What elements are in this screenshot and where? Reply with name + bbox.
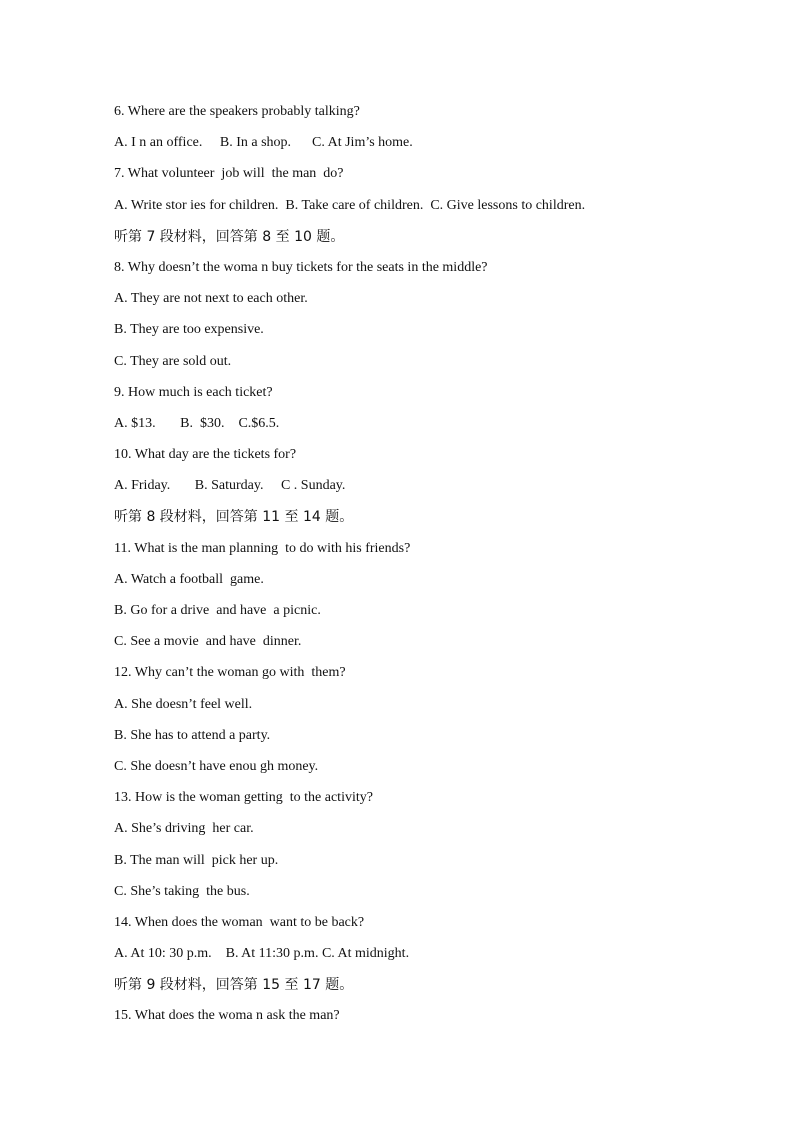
question-11-option-c: C. See a movie and have dinner. xyxy=(114,634,302,650)
question-12-option-b: B. She has to attend a party. xyxy=(114,727,271,743)
exam-page xyxy=(114,102,674,1038)
question-13-option-b: B. The man will pick her up. xyxy=(114,852,279,868)
question-13-option-a: A. She’s driving her car. xyxy=(114,821,254,837)
question-6: 6. Where are the speakers probably talking? xyxy=(114,104,360,119)
section-instruction-7: 听第 7 段材料，回答第 8 至 10 题。 xyxy=(114,228,345,245)
question-12-option-a: A. She doesn’t feel well. xyxy=(114,696,253,712)
question-14-options: A. At 10: 30 p.m. B. At 11:30 p.m. C. At midnight. xyxy=(114,946,410,962)
question-7-options: A. Write stor ies for children. B. Take care of children. C. Give lessons to children. xyxy=(114,197,586,213)
question-8: 8. Why doesn’t the woma n buy tickets for the seats in the middle? xyxy=(114,259,488,275)
question-13: 13. How is the woman getting to the activity? xyxy=(114,790,373,806)
section-instruction-8: 听第 8 段材料，回答第 11 至 14 题。 xyxy=(114,509,354,526)
question-11-option-b: B. Go for a drive and have a picnic. xyxy=(114,603,321,618)
question-11-option-a: A. Watch a football game. xyxy=(114,571,264,587)
section-instruction-9: 听第 9 段材料，回答第 15 至 17 题。 xyxy=(114,977,354,994)
question-7: 7. What volunteer job will the man do? xyxy=(114,166,344,182)
question-13-option-c: C. She’s taking the bus. xyxy=(114,883,250,899)
question-8-option-c: C. They are sold out. xyxy=(114,353,232,369)
question-12-option-c: C. She doesn’t have enou gh money. xyxy=(114,758,319,774)
question-10-options: A. Friday. B. Saturday. C . Sunday. xyxy=(114,478,346,494)
question-9: 9. How much is each ticket? xyxy=(114,384,273,400)
question-6-options: A. I n an office. B. In a shop. C. At Jim’s home. xyxy=(114,135,413,151)
question-8-option-a: A. They are not next to each other. xyxy=(114,291,308,307)
question-11: 11. What is the man planning to do with his friends? xyxy=(114,540,411,556)
question-12: 12. Why can’t the woman go with them? xyxy=(114,665,346,681)
question-8-option-b: B. They are too expensive. xyxy=(114,322,264,338)
question-9-options: A. $13. B. $30. C.$6.5. xyxy=(114,415,280,431)
question-14: 14. When does the woman want to be back? xyxy=(114,914,365,930)
question-10: 10. What day are the tickets for? xyxy=(114,447,297,463)
question-15: 15. What does the woma n ask the man? xyxy=(114,1008,340,1024)
